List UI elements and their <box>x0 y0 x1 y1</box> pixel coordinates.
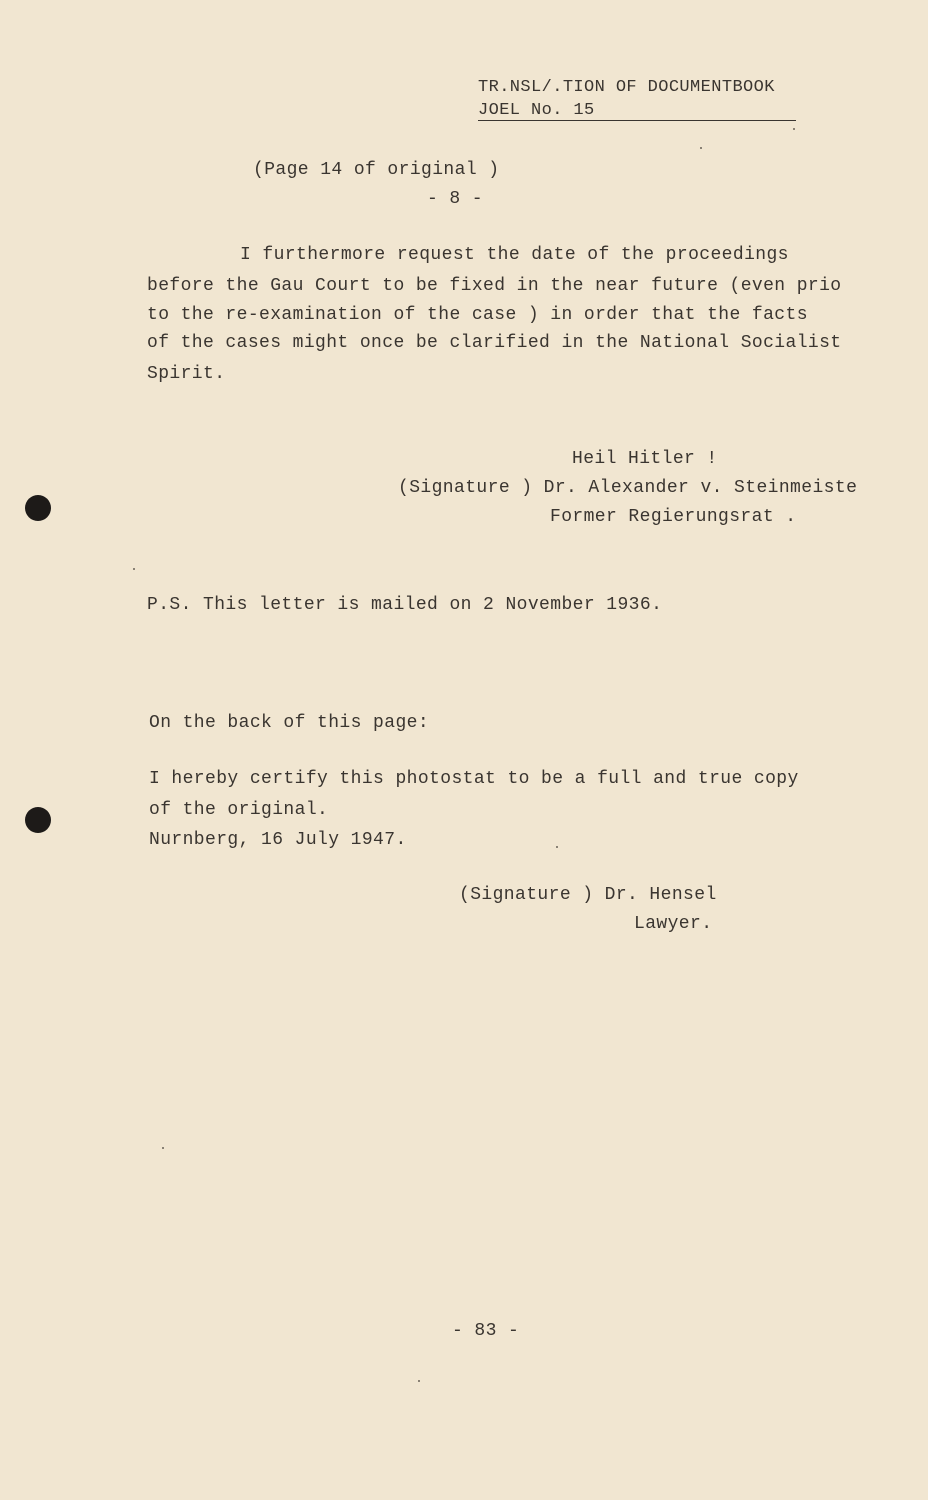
certifier-role: Lawyer. <box>634 914 713 934</box>
original-page-reference: (Page 14 of original ) <box>253 160 500 180</box>
header-underline <box>478 120 796 121</box>
punch-hole <box>25 807 51 833</box>
certification-place-date: Nurnberg, 16 July 1947. <box>149 830 407 850</box>
body-line: of the cases might once be clarified in the National Socialist <box>147 333 842 353</box>
certification-signature: (Signature ) Dr. Hensel <box>459 885 717 905</box>
footer-page-number: - 83 - <box>452 1321 520 1341</box>
translation-header-title: TR.NSL/.TION OF DOCUMENTBOOK <box>478 78 775 97</box>
postscript: P.S. This letter is mailed on 2 November 1936. <box>147 595 663 615</box>
punch-hole <box>25 495 51 521</box>
paper-speck <box>793 128 795 130</box>
paper-speck <box>133 568 135 570</box>
closing-greeting: Heil Hitler ! <box>572 449 718 469</box>
certification-text: I hereby certify this photostat to be a full and true copy <box>149 769 799 789</box>
paper-speck <box>556 846 558 848</box>
body-line: Spirit. <box>147 364 226 384</box>
signatory-title: Former Regierungsrat . <box>550 507 797 527</box>
paper-speck <box>700 147 702 149</box>
original-page-number: - 8 - <box>427 189 484 209</box>
back-page-note: On the back of this page: <box>149 713 430 733</box>
body-line: I furthermore request the date of the proceedings <box>240 245 789 265</box>
body-line: before the Gau Court to be fixed in the near future (even prio <box>147 276 842 296</box>
body-line: to the re-examination of the case ) in order that the facts <box>147 305 808 325</box>
letter-signature: (Signature ) Dr. Alexander v. Steinmeiste <box>398 478 858 498</box>
certification-text: of the original. <box>149 800 329 820</box>
document-book-number: JOEL No. 15 <box>478 101 595 120</box>
paper-speck <box>162 1147 164 1149</box>
paper-speck <box>418 1380 420 1382</box>
